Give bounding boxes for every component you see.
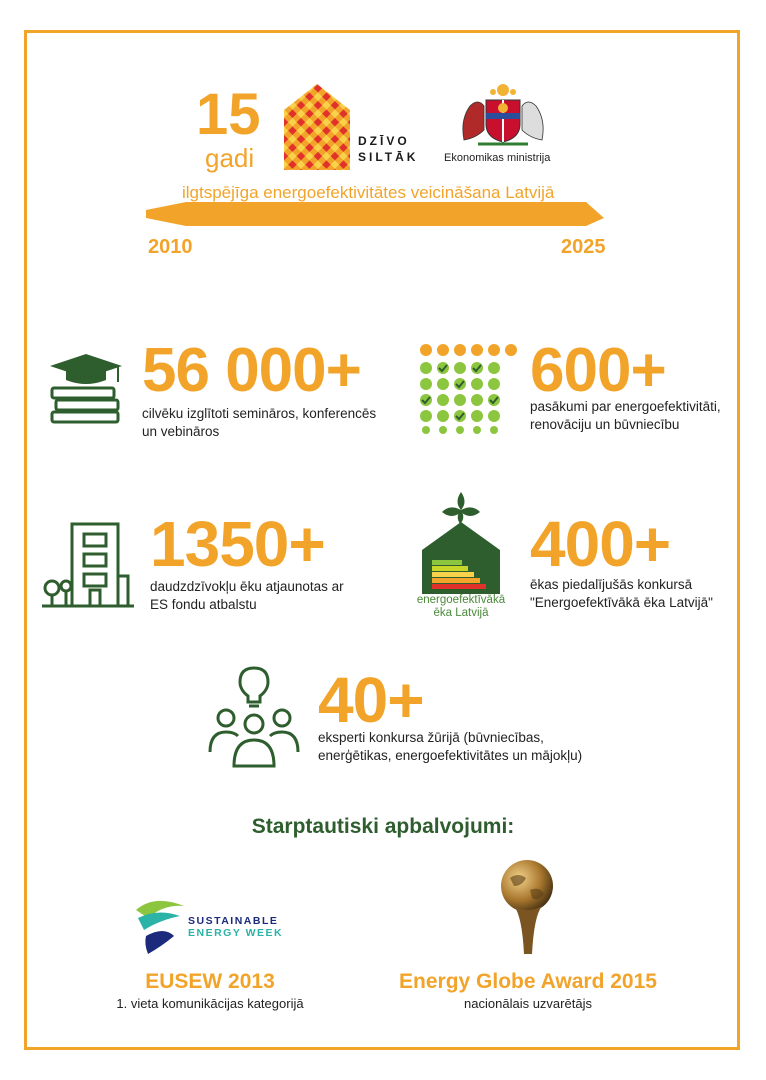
stat-desc-line2: enerģētikas, energoefektivitātes un mājokļu) bbox=[318, 748, 583, 763]
stat-desc-line2: "Energoefektīvākā ēka Latvijā" bbox=[530, 595, 713, 610]
sew-logo-line2: ENERGY WEEK bbox=[188, 927, 284, 939]
stat-number-educated: 56 000+ bbox=[142, 336, 361, 405]
calendar-checkmarks-icon bbox=[414, 342, 524, 434]
years-number: 15 bbox=[196, 82, 261, 147]
stat-desc-line1: daudzdzīvokļu ēku atjaunotas ar bbox=[150, 579, 344, 594]
stat-desc-competition bbox=[530, 576, 713, 612]
logo-line2: SILTĀK bbox=[358, 150, 419, 164]
stat-number-competition: 400+ bbox=[530, 508, 671, 580]
logo-text bbox=[358, 133, 418, 165]
tagline: ilgtspējīga energoefektivitātes veicināšana Latvijā bbox=[182, 183, 555, 202]
years-word: gadi bbox=[205, 143, 255, 173]
stat-desc-line1: eksperti konkursa žūrijā (būvniecības, bbox=[318, 730, 544, 745]
stat-desc-line2: un vebināros bbox=[142, 424, 220, 439]
energy-house-logo-icon bbox=[420, 490, 502, 594]
stat-desc-line1: pasākumi par energoefektivitāti, bbox=[530, 399, 721, 414]
awards-title: Starptautiski apbalvojumi: bbox=[251, 815, 515, 838]
start-year: 2010 bbox=[148, 236, 193, 258]
stat-number-buildings: 1350+ bbox=[150, 508, 325, 580]
dzivo-siltak-logo-icon bbox=[284, 84, 350, 170]
end-year: 2025 bbox=[561, 236, 606, 258]
stat-desc-line1: ēkas piedalījušās konkursā bbox=[530, 577, 693, 592]
sew-logo-line1: SUSTAINABLE bbox=[188, 915, 279, 927]
award-subtitle-eusew: 1. vieta komunikācijas kategorijā bbox=[116, 996, 304, 1011]
globe-trophy-icon bbox=[492, 856, 562, 956]
coat-of-arms-icon bbox=[458, 80, 548, 148]
stat-desc-line1: cilvēku izglītoti semināros, konferencēs bbox=[142, 406, 377, 421]
people-lightbulb-icon bbox=[208, 666, 300, 768]
apartment-building-icon bbox=[40, 520, 136, 610]
sustainable-energy-week-logo bbox=[134, 896, 186, 956]
energy-house-logo-caption bbox=[408, 594, 514, 620]
stat-desc-line2: renovāciju un būvniecību bbox=[530, 417, 680, 432]
award-title-eusew: EUSEW 2013 bbox=[145, 970, 275, 993]
stat-desc-events bbox=[530, 398, 721, 434]
award-subtitle-energy-globe: nacionālais uzvarētājs bbox=[464, 996, 592, 1011]
stat-number-events: 600+ bbox=[530, 336, 666, 405]
sew-logo-text bbox=[188, 915, 283, 939]
stat-number-experts: 40+ bbox=[318, 664, 424, 736]
logo-caption-line2: ēka Latvijā bbox=[433, 607, 489, 619]
ministry-name: Ekonomikas ministrija bbox=[444, 152, 551, 164]
award-title-energy-globe: Energy Globe Award 2015 bbox=[399, 970, 657, 993]
stat-desc-line2: ES fondu atbalstu bbox=[150, 597, 257, 612]
logo-caption-line1: energoefektīvākā bbox=[416, 594, 506, 606]
stat-desc-educated bbox=[142, 405, 376, 441]
stat-desc-experts bbox=[318, 729, 582, 765]
stat-desc-buildings bbox=[150, 578, 344, 614]
logo-line1: DZĪVO bbox=[358, 134, 410, 148]
books-graduation-cap-icon bbox=[48, 352, 124, 426]
